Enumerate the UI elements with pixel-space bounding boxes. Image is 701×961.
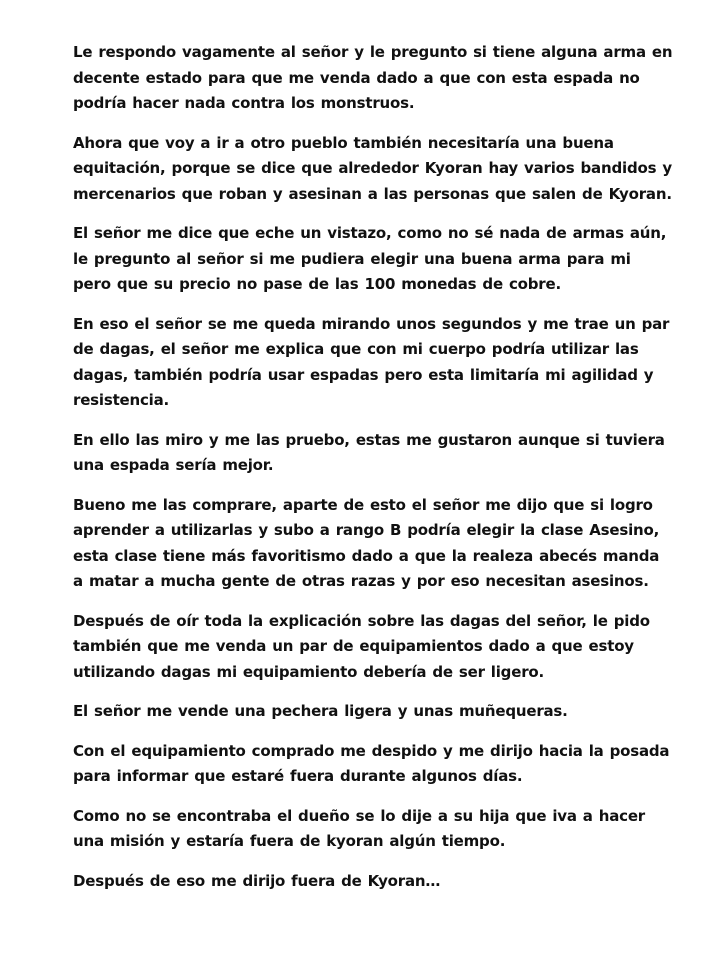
paragraph: El señor me vende una pechera ligera y unas muñequeras. [73,702,568,720]
paragraph: Ahora que voy a ir a otro pueblo también necesitaría una buena equitación, porque se dice que alrededor Kyoran hay varios bandidos y mercenarios que roban y asesinan a las personas que salen de Kyoran. [73,133,672,203]
paragraph: Bueno me las comprare, aparte de esto el señor me dijo que si logro aprender a utilizarlas y subo a rango B podría elegir la clase Asesino, esta clase tiene más favoritismo dado a que la realeza abecés manda a matar a mucha gente de otras razas y por eso necesitan asesinos. [73,495,660,590]
paragraph: En eso el señor se me queda mirando unos segundos y me trae un par de dagas, el señor me explica que con mi cuerpo podría utilizar las dagas, también podría usar espadas pero esta limitaría mi agilidad y resistencia. [73,314,670,409]
paragraph: Después de oír toda la explicación sobre las dagas del señor, le pido también que me venda un par de equipamientos dado a que estoy utilizando dagas mi equipamiento debería de ser ligero. [73,611,650,681]
paragraph: Después de eso me dirijo fuera de Kyoran… [73,871,441,890]
paragraph: Le respondo vagamente al señor y le pregunto si tiene alguna arma en decente estado para que me venda dado a que con esta espada no podría hacer nada contra los monstruos. [73,43,673,112]
paragraph: Como no se encontraba el dueño se lo dije a su hija que iva a hacer una misión y estaría fuera de kyoran algún tiempo. [73,806,646,850]
paragraph: El señor me dice que eche un vistazo, como no sé nada de armas aún, le pregunto al señor si me pudiera elegir una buena arma para mi pero que su precio no pase de las 100 monedas de cobre. [73,224,667,293]
paragraph: Con el equipamiento comprado me despido y me dirijo hacia la posada para informar que estaré fuera durante algunos días. [73,741,670,785]
document-body [73,40,673,908]
paragraph: En ello las miro y me las pruebo, estas me gustaron aunque si tuviera una espada sería mejor. [73,430,665,474]
